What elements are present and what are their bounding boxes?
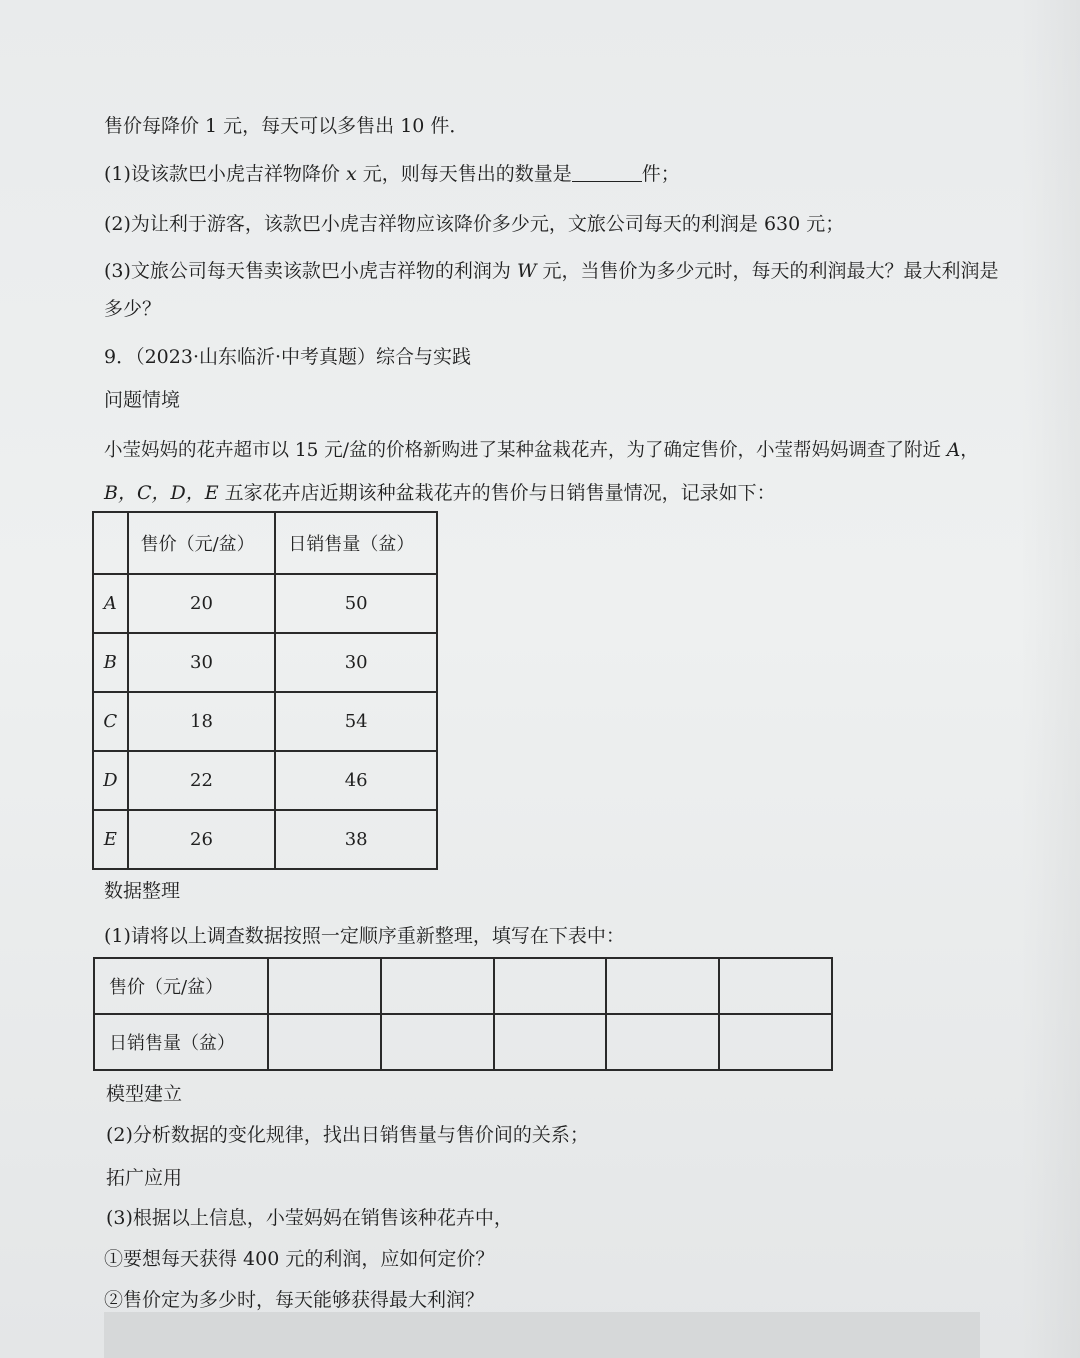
fill-in-table — [93, 957, 833, 1071]
empty-cell[interactable] — [719, 958, 832, 1014]
empty-cell[interactable] — [719, 1014, 832, 1070]
store-label: C — [93, 692, 128, 751]
store-label: E — [93, 810, 128, 869]
question-9-title: 9．（2023·山东临沂·中考真题）综合与实践 — [104, 346, 472, 368]
empty-cell[interactable] — [494, 958, 607, 1014]
empty-cell[interactable] — [268, 958, 381, 1014]
section-model: 模型建立 — [106, 1083, 183, 1105]
empty-cell[interactable] — [606, 1014, 719, 1070]
table-row — [93, 810, 437, 869]
question-9-3-b: ②售价定为多少时，每天能够获得最大利润？ — [104, 1289, 485, 1311]
price-cell: 30 — [128, 633, 276, 692]
table-row — [93, 633, 437, 692]
table-row — [93, 692, 437, 751]
survey-table — [92, 511, 438, 870]
table-row — [94, 1014, 832, 1070]
qty-cell: 38 — [275, 810, 437, 869]
row-label-price: 售价（元/盆） — [94, 958, 268, 1014]
qty-cell: 54 — [275, 692, 437, 751]
price-cell: 20 — [128, 574, 276, 633]
table-row — [93, 751, 437, 810]
answer-blank[interactable] — [572, 162, 642, 182]
question-8-3: (3)文旅公司每天售卖该款巴小虎吉祥物的利润为 W 元，当售价为多少元时，每天的利润最大？最大利润是 — [104, 260, 999, 282]
question-9-3: (3)根据以上信息，小莹妈妈在销售该种花卉中， — [106, 1207, 513, 1229]
empty-cell[interactable] — [606, 958, 719, 1014]
qty-cell: 30 — [275, 633, 437, 692]
question-9-1: (1)请将以上调查数据按照一定顺序重新整理，填写在下表中： — [104, 925, 625, 947]
empty-cell[interactable] — [381, 958, 494, 1014]
situation-paragraph-2: B，C，D，E 五家花卉店近期该种盆栽花卉的售价与日销售量情况，记录如下： — [104, 482, 776, 504]
question-8-3-continued: 多少？ — [104, 298, 162, 320]
price-cell: 18 — [128, 692, 276, 751]
table-header-cell: 日销售量（盆） — [275, 512, 437, 574]
store-label: A — [93, 574, 128, 633]
table-row — [93, 574, 437, 633]
question-9-3-a: ①要想每天获得 400 元的利润，应如何定价？ — [104, 1248, 495, 1270]
section-situation: 问题情境 — [104, 389, 181, 411]
store-label: D — [93, 751, 128, 810]
row-label-qty: 日销售量（盆） — [94, 1014, 268, 1070]
empty-cell[interactable] — [381, 1014, 494, 1070]
empty-cell[interactable] — [494, 1014, 607, 1070]
question-8-2: (2)为让利于游客，该款巴小虎吉祥物应该降价多少元，文旅公司每天的利润是 630 元； — [104, 213, 845, 235]
qty-cell: 50 — [275, 574, 437, 633]
line-price-rule: 售价每降价 1 元，每天可以多售出 10 件． — [104, 115, 469, 137]
question-9-2: (2)分析数据的变化规律，找出日销售量与售价间的关系； — [106, 1124, 589, 1146]
page-edge-shade — [1020, 0, 1080, 1358]
empty-cell[interactable] — [268, 1014, 381, 1070]
table-header-row — [93, 512, 437, 574]
table-row — [94, 958, 832, 1014]
bottom-shadow-strip — [104, 1312, 980, 1358]
table-header-cell — [93, 512, 128, 574]
table-header-cell: 售价（元/盆） — [128, 512, 276, 574]
price-cell: 26 — [128, 810, 276, 869]
qty-cell: 46 — [275, 751, 437, 810]
situation-paragraph-1: 小莹妈妈的花卉超市以 15 元/盆的价格新购进了某种盆栽花卉，为了确定售价，小莹帮妈妈调查了附近 A， — [104, 440, 979, 461]
store-label: B — [93, 633, 128, 692]
section-apply: 拓广应用 — [106, 1167, 183, 1189]
price-cell: 22 — [128, 751, 276, 810]
section-data-organize: 数据整理 — [104, 880, 181, 902]
question-8-1: (1)设该款巴小虎吉祥物降价 x 元，则每天售出的数量是 件； — [104, 163, 680, 185]
